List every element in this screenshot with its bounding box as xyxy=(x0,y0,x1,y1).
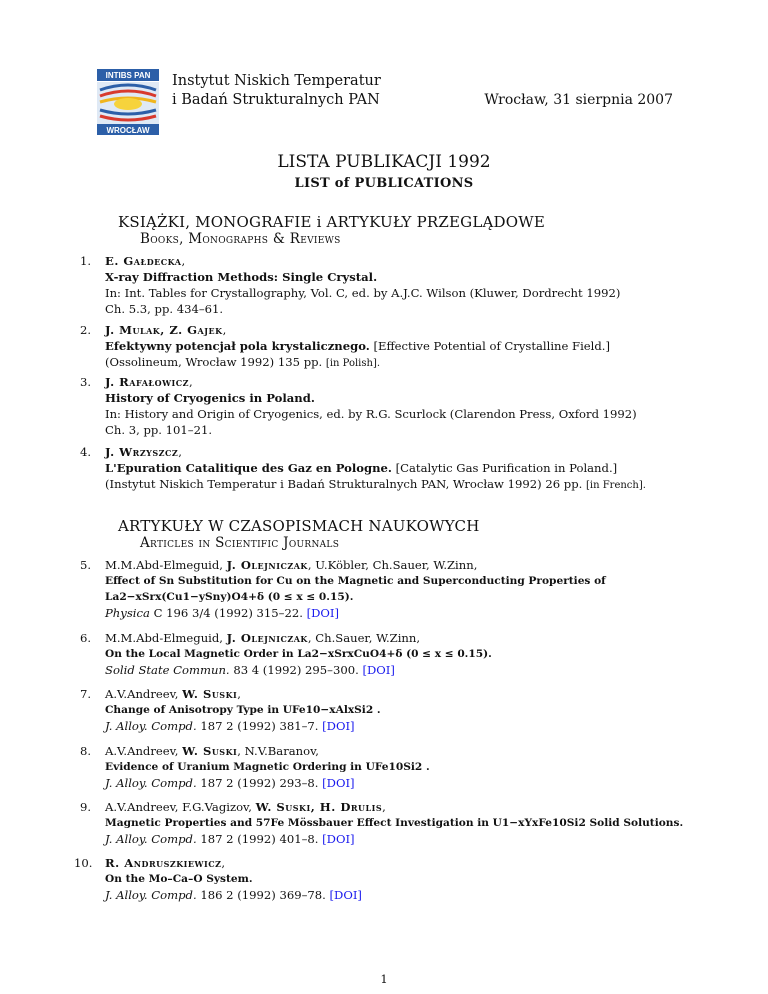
entry-authors: A.V.Andreev, F.G.Vagizov, W. Suski, H. Drulis, xyxy=(105,800,386,814)
journal-name: Physica xyxy=(105,606,150,620)
journal-name: Solid State Commun. xyxy=(105,663,230,677)
institute-author: E. Gałdecka xyxy=(105,254,182,268)
entry-number: 6. xyxy=(80,631,92,645)
entry-title: Magnetic Properties and 57Fe Mössbauer Effect Investigation in U1−xYxFe10Si2 Solid Solutions. xyxy=(105,817,684,829)
logo-text-bottom: WROCŁAW xyxy=(106,126,150,135)
entry-language-note: [in French]. xyxy=(586,480,646,491)
entry-language-note: [in Polish]. xyxy=(325,358,381,369)
institute-line-1: Instytut Niskich Temperatur xyxy=(172,73,381,89)
institute-author: R. Andruszkiewicz xyxy=(105,856,222,870)
institute-author: W. Suski, H. Drulis xyxy=(255,800,383,814)
journal-name: J. Alloy. Compd. xyxy=(105,719,197,733)
doi-link[interactable]: [DOI] xyxy=(322,776,355,790)
journal-ref: 83 4 (1992) 295–300. xyxy=(233,663,359,677)
entry-journal-line xyxy=(105,775,705,791)
entry-title: Effect of Sn Substitution for Cu on the Magnetic and Superconducting Properties of xyxy=(105,575,606,587)
logo-text-top: INTIBS PAN xyxy=(105,71,151,80)
section-title-pl: ARTYKUŁY W CZASOPISMACH NAUKOWYCH xyxy=(118,517,480,535)
entry-authors: R. Andruszkiewicz, xyxy=(105,856,226,870)
institute-author: J. Rafałowicz xyxy=(105,375,189,389)
institute-author: J. Olejniczak xyxy=(226,631,308,645)
entry-title-line xyxy=(105,338,705,354)
entry-journal-line xyxy=(105,718,705,734)
entry-source-line xyxy=(105,354,705,372)
entry-journal-line xyxy=(105,887,705,903)
doi-link[interactable]: [DOI] xyxy=(362,663,395,677)
journal-name: J. Alloy. Compd. xyxy=(105,832,197,846)
institute-author: J. Mulak, Z. Gajek xyxy=(105,323,223,337)
entry-title: On the Local Magnetic Order in La2−xSrxCuO4+δ (0 ≤ x ≤ 0.15). xyxy=(105,648,492,660)
institute-author: J. Wrzyszcz xyxy=(105,445,179,459)
entry-number: 5. xyxy=(80,558,92,572)
entry-title: Efektywny potencjał pola krystalicznego. xyxy=(105,339,370,353)
entry-authors: A.V.Andreev, W. Suski, N.V.Baranov, xyxy=(105,744,319,758)
entry-pages: Ch. 3, pp. 101–21. xyxy=(105,423,213,437)
institute-author: W. Suski xyxy=(182,744,238,758)
doi-link[interactable]: [DOI] xyxy=(322,719,355,733)
entry-number: 3. xyxy=(80,375,92,389)
section-articles-heading xyxy=(118,517,480,551)
institute-author: J. Olejniczak xyxy=(226,558,308,572)
entry-source: (Ossolineum, Wrocław 1992) 135 pp. xyxy=(105,355,323,369)
entry-number: 2. xyxy=(80,323,92,337)
section-title-pl: KSIĄŻKI, MONOGRAFIE i ARTYKUŁY PRZEGLĄDOWE xyxy=(118,213,546,231)
doi-link[interactable]: [DOI] xyxy=(306,606,340,620)
section-title-en: Articles in Scientific Journals xyxy=(140,535,340,551)
journal-ref: 187 2 (1992) 401–8. xyxy=(200,832,319,846)
entry-title: History of Cryogenics in Poland. xyxy=(105,391,315,405)
entry-authors: A.V.Andreev, W. Suski, xyxy=(105,687,241,701)
entry-number: 9. xyxy=(80,800,92,814)
entry-title: X-ray Diffraction Methods: Single Crystal. xyxy=(105,270,378,284)
entry-source: In: History and Origin of Cryogenics, ed. by R.G. Scurlock (Clarendon Press, Oxford 1992) xyxy=(105,407,637,421)
section-books-heading xyxy=(118,213,545,247)
journal-ref: 186 2 (1992) 369–78. xyxy=(200,888,326,902)
entry-number: 1. xyxy=(80,254,92,268)
journal-name: J. Alloy. Compd. xyxy=(105,888,197,902)
entry-number: 8. xyxy=(80,744,92,758)
section-title-en: Books, Monographs & Reviews xyxy=(140,231,341,247)
entry-title: Evidence of Uranium Magnetic Ordering in UFe10Si2 . xyxy=(105,761,430,773)
entry-title-translation: [Catalytic Gas Purification in Poland.] xyxy=(395,461,618,475)
journal-ref: 187 2 (1992) 293–8. xyxy=(200,776,319,790)
entry-authors: M.M.Abd-Elmeguid, J. Olejniczak, Ch.Sauer, W.Zinn, xyxy=(105,631,421,645)
entry-title-line xyxy=(105,460,705,476)
entry-title-cont: La2−xSrx(Cu1−ySny)O4+δ (0 ≤ x ≤ 0.15). xyxy=(105,591,354,603)
entry-authors: J. Rafałowicz, xyxy=(105,375,193,389)
entry-title: L'Epuration Catalitique des Gaz en Pologne. xyxy=(105,461,392,475)
entry-source: In: Int. Tables for Crystallography, Vol. C, ed. by A.J.C. Wilson (Kluwer, Dordrecht 1992) xyxy=(105,286,621,300)
page-subtitle: LIST of PUBLICATIONS xyxy=(294,176,474,191)
entry-source: (Instytut Niskich Temperatur i Badań Strukturalnych PAN, Wrocław 1992) 26 pp. xyxy=(105,477,583,491)
page-number: 1 xyxy=(380,972,388,986)
journal-ref: C 196 3/4 (1992) 315–22. xyxy=(153,606,303,620)
doi-link[interactable]: [DOI] xyxy=(329,888,362,902)
intibs-logo xyxy=(96,68,160,136)
entry-journal-line xyxy=(105,662,705,678)
entry-pages: Ch. 5.3, pp. 434–61. xyxy=(105,302,224,316)
entry-number: 10. xyxy=(74,856,93,870)
entry-source-line xyxy=(105,476,705,494)
journal-ref: 187 2 (1992) 381–7. xyxy=(200,719,319,733)
doi-link[interactable]: [DOI] xyxy=(322,832,355,846)
entry-title: Change of Anisotropy Type in UFe10−xAlxSi2 . xyxy=(105,704,381,716)
journal-name: J. Alloy. Compd. xyxy=(105,776,197,790)
entry-title-translation: [Effective Potential of Crystalline Field.] xyxy=(373,339,610,353)
entry-authors: J. Wrzyszcz, xyxy=(105,445,182,459)
entry-authors: M.M.Abd-Elmeguid, J. Olejniczak, U.Köbler, Ch.Sauer, W.Zinn, xyxy=(105,558,478,572)
entry-title: On the Mo–Ca–O System. xyxy=(105,873,253,885)
institute-line-2: i Badań Strukturalnych PAN xyxy=(172,92,380,108)
entry-number: 4. xyxy=(80,445,92,459)
document-date: Wrocław, 31 sierpnia 2007 xyxy=(484,92,673,108)
entry-number: 7. xyxy=(80,687,92,701)
institute-author: W. Suski xyxy=(182,687,238,701)
entry-authors: J. Mulak, Z. Gajek, xyxy=(105,323,227,337)
entry-journal-line xyxy=(105,605,705,621)
page-title: LISTA PUBLIKACJI 1992 xyxy=(277,152,491,172)
entry-journal-line xyxy=(105,831,705,847)
entry-authors: E. Gałdecka, xyxy=(105,254,186,268)
institute-name xyxy=(172,72,381,110)
